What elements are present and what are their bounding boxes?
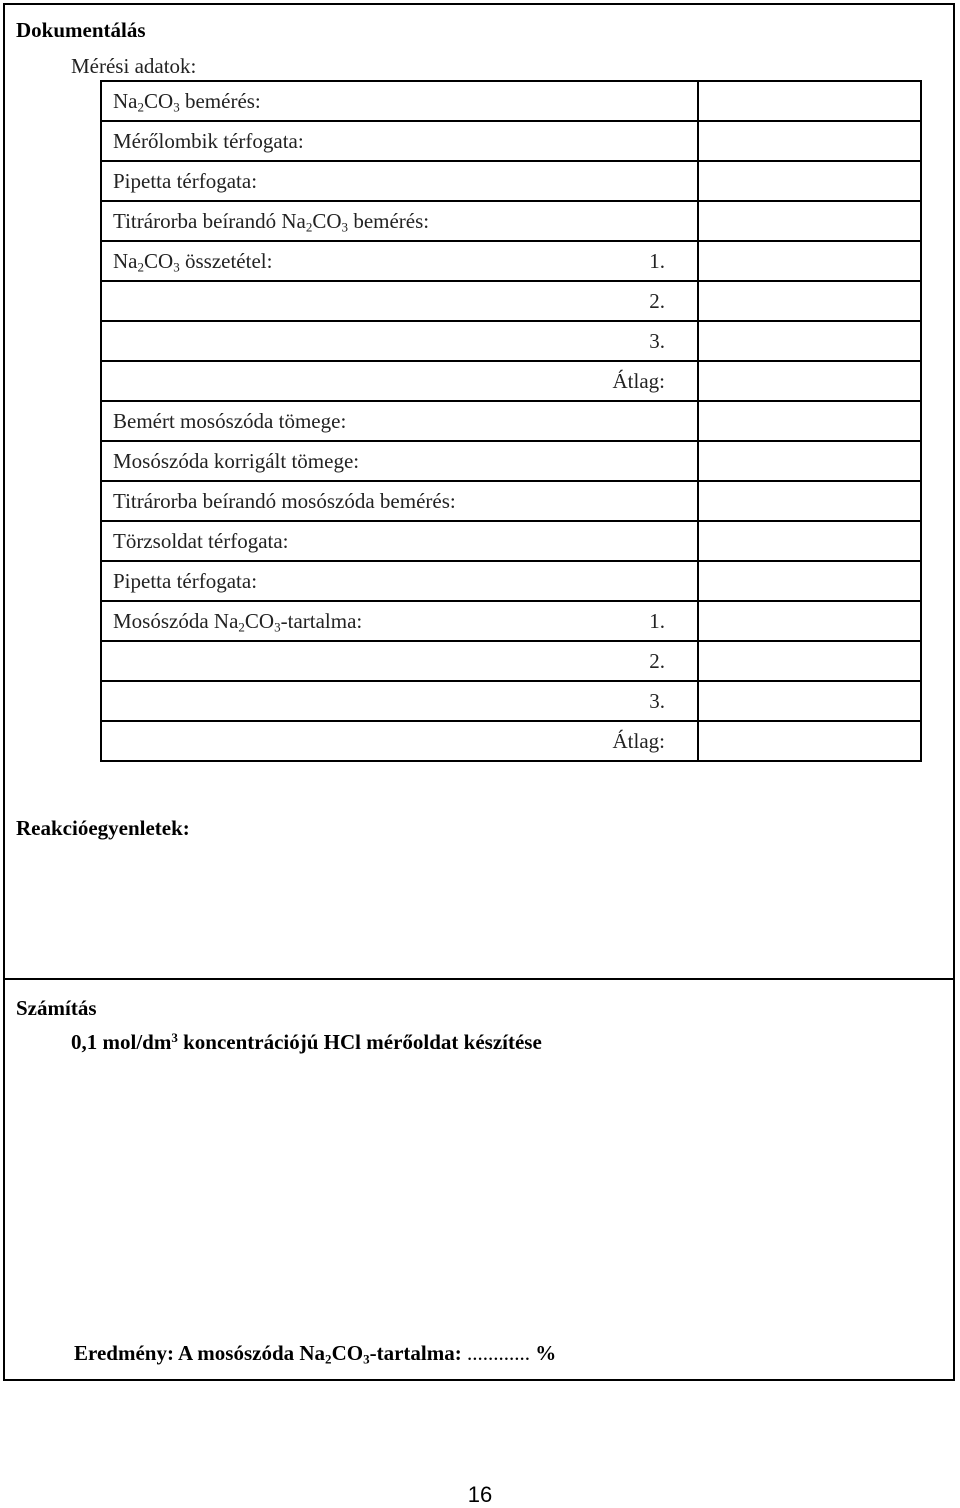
measurement-label-cell: [101, 81, 698, 121]
measurement-value-cell[interactable]: [698, 361, 921, 401]
measurement-value-cell[interactable]: [698, 561, 921, 601]
measurement-row: [101, 121, 921, 161]
measurement-index: 2.: [649, 649, 665, 673]
measurement-row: [101, 161, 921, 201]
measurement-label-cell: [101, 161, 698, 201]
measurement-value-cell[interactable]: [698, 201, 921, 241]
section-divider: [3, 978, 955, 980]
measurement-value-cell[interactable]: [698, 521, 921, 561]
measurement-label: Pipetta térfogata:: [113, 569, 258, 593]
measurement-row: [101, 561, 921, 601]
measurement-row: [101, 401, 921, 441]
page-number: 16: [467, 1482, 493, 1507]
measurement-row: [101, 201, 921, 241]
measurement-label-cell: [101, 201, 698, 241]
measurement-label: Bemért mosószóda tömege:: [113, 409, 347, 433]
measurement-table: [100, 80, 922, 762]
measurement-subheading: Mérési adatok:: [71, 54, 197, 78]
measurement-label: Mosószóda $Na_2CO_3$-tartalma:: [113, 609, 363, 635]
measurement-value-cell[interactable]: [698, 681, 921, 721]
measurement-label-cell: [101, 481, 698, 521]
measurement-value-cell[interactable]: [698, 161, 921, 201]
measurement-index: 3.: [649, 329, 665, 353]
measurement-label-cell: [101, 641, 698, 681]
measurement-value-cell[interactable]: [698, 441, 921, 481]
measurement-value-cell[interactable]: [698, 281, 921, 321]
measurement-label-cell: [101, 561, 698, 601]
measurement-label: Törzsoldat térfogata:: [113, 529, 289, 553]
result-line: Eredmény: A mosószóda $Na_2CO_3$-tartalma: ............ %: [74, 1341, 557, 1367]
measurement-label-cell: [101, 281, 698, 321]
measurement-label: Titrárorba beírandó mosószóda bemérés:: [113, 489, 456, 513]
measurement-label-cell: [101, 121, 698, 161]
measurement-label: $Na_2CO_3$ összetétel:: [113, 249, 273, 275]
measurement-value-cell[interactable]: [698, 241, 921, 281]
measurement-index: Átlag:: [612, 369, 665, 393]
measurement-value-cell[interactable]: [698, 721, 921, 761]
measurement-row: [101, 81, 921, 121]
measurement-row: [101, 681, 921, 721]
measurement-row: [101, 361, 921, 401]
measurement-value-cell[interactable]: [698, 401, 921, 441]
measurement-row: [101, 601, 921, 641]
calculation-label: Számítás: [16, 996, 97, 1020]
measurement-label-cell: [101, 721, 698, 761]
measurement-label-cell: [101, 361, 698, 401]
measurement-index: 1.: [649, 609, 665, 633]
measurement-row: [101, 641, 921, 681]
measurement-label-cell: [101, 321, 698, 361]
measurement-index: 3.: [649, 689, 665, 713]
measurement-value-cell[interactable]: [698, 481, 921, 521]
measurement-index: 1.: [649, 249, 665, 273]
measurement-label-cell: [101, 681, 698, 721]
measurement-label-cell: [101, 401, 698, 441]
measurement-index: 2.: [649, 289, 665, 313]
reactions-label: Reakcióegyenletek:: [16, 816, 190, 840]
measurement-row: [101, 721, 921, 761]
measurement-row: [101, 441, 921, 481]
hcl-preparation-title: 0,1 mol/$dm^3$ koncentrációjú HCl mérőoldat készítése: [71, 1029, 542, 1054]
measurement-index: Átlag:: [612, 729, 665, 753]
measurement-value-cell[interactable]: [698, 81, 921, 121]
measurement-label-cell: [101, 241, 698, 281]
measurement-value-cell[interactable]: [698, 641, 921, 681]
measurement-row: [101, 321, 921, 361]
measurement-row: [101, 241, 921, 281]
doc-heading: Dokumentálás: [16, 18, 146, 42]
measurement-row: [101, 521, 921, 561]
measurement-label: $Na_2CO_3$ bemérés:: [113, 89, 261, 115]
measurement-label-cell: [101, 521, 698, 561]
measurement-label: Mérőlombik térfogata:: [113, 129, 304, 153]
measurement-value-cell[interactable]: [698, 601, 921, 641]
measurement-value-cell[interactable]: [698, 321, 921, 361]
measurement-label: Titrárorba beírandó $Na_2CO_3$ bemérés:: [113, 209, 430, 235]
measurement-label: Pipetta térfogata:: [113, 169, 258, 193]
measurement-row: [101, 481, 921, 521]
measurement-label-cell: [101, 601, 698, 641]
measurement-row: [101, 281, 921, 321]
measurement-label-cell: [101, 441, 698, 481]
measurement-value-cell[interactable]: [698, 121, 921, 161]
measurement-label: Mosószóda korrigált tömege:: [113, 449, 360, 473]
